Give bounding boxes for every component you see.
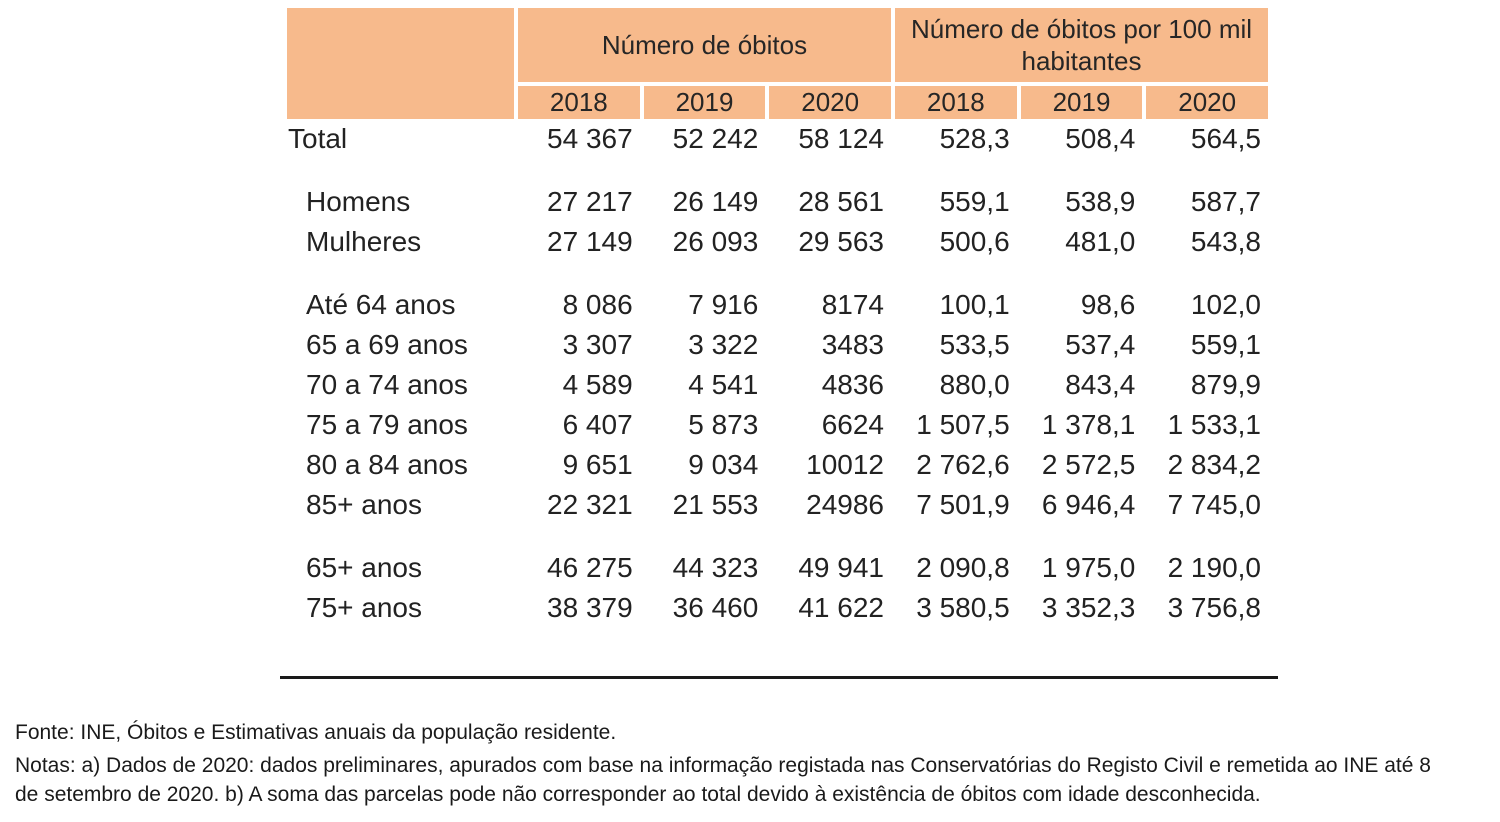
stub-cell	[287, 8, 514, 119]
value-cell: 8174	[765, 285, 891, 325]
value-cell: 58 124	[765, 119, 891, 159]
value-cell: 44 323	[640, 548, 766, 588]
value-cell: 9 034	[640, 445, 766, 485]
spacer-cell	[287, 262, 1268, 285]
value-cell: 2 762,6	[891, 445, 1017, 485]
value-cell: 3 322	[640, 325, 766, 365]
value-cell: 537,4	[1017, 325, 1143, 365]
value-cell: 49 941	[765, 548, 891, 588]
group-header-row	[287, 8, 1268, 82]
row-label: Homens	[287, 182, 514, 222]
table-row	[287, 222, 1268, 262]
year-header-taxa-2018: 2018	[891, 82, 1017, 119]
value-cell: 6 946,4	[1017, 485, 1143, 525]
column-group-numero-obitos: Número de óbitos	[514, 8, 891, 82]
value-cell: 2 572,5	[1017, 445, 1143, 485]
row-label: 80 a 84 anos	[287, 445, 514, 485]
value-cell: 587,7	[1142, 182, 1268, 222]
value-cell: 24986	[765, 485, 891, 525]
value-cell: 41 622	[765, 588, 891, 628]
obitos-table-container	[287, 8, 1268, 628]
value-cell: 481,0	[1017, 222, 1143, 262]
value-cell: 4 589	[514, 365, 640, 405]
value-cell: 2 190,0	[1142, 548, 1268, 588]
value-cell: 843,4	[1017, 365, 1143, 405]
year-header-taxa-2019: 2019	[1017, 82, 1143, 119]
table-header	[287, 8, 1268, 119]
spacer-cell	[287, 159, 1268, 182]
value-cell: 7 745,0	[1142, 485, 1268, 525]
value-cell: 6 407	[514, 405, 640, 445]
row-label: 65+ anos	[287, 548, 514, 588]
value-cell: 22 321	[514, 485, 640, 525]
value-cell: 5 873	[640, 405, 766, 445]
value-cell: 27 149	[514, 222, 640, 262]
table-row	[287, 285, 1268, 325]
value-cell: 2 834,2	[1142, 445, 1268, 485]
row-label: 70 a 74 anos	[287, 365, 514, 405]
value-cell: 102,0	[1142, 285, 1268, 325]
value-cell: 559,1	[891, 182, 1017, 222]
value-cell: 10012	[765, 445, 891, 485]
value-cell: 528,3	[891, 119, 1017, 159]
value-cell: 21 553	[640, 485, 766, 525]
value-cell: 9 651	[514, 445, 640, 485]
value-cell: 1 378,1	[1017, 405, 1143, 445]
value-cell: 3 580,5	[891, 588, 1017, 628]
value-cell: 26 149	[640, 182, 766, 222]
row-label: 75+ anos	[287, 588, 514, 628]
value-cell: 4 541	[640, 365, 766, 405]
table-row	[287, 325, 1268, 365]
row-label: 75 a 79 anos	[287, 405, 514, 445]
value-cell: 26 093	[640, 222, 766, 262]
value-cell: 3483	[765, 325, 891, 365]
row-label: 65 a 69 anos	[287, 325, 514, 365]
value-cell: 543,8	[1142, 222, 1268, 262]
value-cell: 538,9	[1017, 182, 1143, 222]
spacer-cell	[287, 525, 1268, 548]
year-header-taxa-2020: 2020	[1142, 82, 1268, 119]
source-note: Fonte: INE, Óbitos e Estimativas anuais da população residente.	[15, 721, 617, 744]
table-row	[287, 548, 1268, 588]
value-cell: 100,1	[891, 285, 1017, 325]
value-cell: 27 217	[514, 182, 640, 222]
value-cell: 880,0	[891, 365, 1017, 405]
value-cell: 7 916	[640, 285, 766, 325]
value-cell: 54 367	[514, 119, 640, 159]
year-header-obitos-2018: 2018	[514, 82, 640, 119]
year-header-obitos-2020: 2020	[765, 82, 891, 119]
value-cell: 98,6	[1017, 285, 1143, 325]
value-cell: 1 975,0	[1017, 548, 1143, 588]
value-cell: 3 756,8	[1142, 588, 1268, 628]
value-cell: 6624	[765, 405, 891, 445]
value-cell: 508,4	[1017, 119, 1143, 159]
value-cell: 1 507,5	[891, 405, 1017, 445]
value-cell: 1 533,1	[1142, 405, 1268, 445]
table-row	[287, 445, 1268, 485]
table-row	[287, 365, 1268, 405]
table-row	[287, 485, 1268, 525]
value-cell: 46 275	[514, 548, 640, 588]
column-group-obitos-por-100mil: Número de óbitos por 100 mil habitantes	[891, 8, 1268, 82]
value-cell: 533,5	[891, 325, 1017, 365]
value-cell: 38 379	[514, 588, 640, 628]
table-row	[287, 182, 1268, 222]
table-row	[287, 405, 1268, 445]
value-cell: 29 563	[765, 222, 891, 262]
value-cell: 28 561	[765, 182, 891, 222]
row-label: 85+ anos	[287, 485, 514, 525]
value-cell: 564,5	[1142, 119, 1268, 159]
obitos-table	[287, 8, 1268, 628]
footer-notes	[15, 718, 1447, 809]
spacer-row	[287, 525, 1268, 548]
footnotes: Notas: a) Dados de 2020: dados preliminares, apurados com base na informação registada nas Conservatórias do Registo Civil e remetida ao INE até 8 de setembro de 2020. b) A soma das parcelas pode não corresponder ao total devido à existência de óbitos com idade desconhecida.	[15, 754, 1431, 806]
table-bottom-rule	[280, 676, 1278, 679]
spacer-row	[287, 159, 1268, 182]
value-cell: 2 090,8	[891, 548, 1017, 588]
row-label: Mulheres	[287, 222, 514, 262]
table-body	[287, 119, 1268, 628]
spacer-row	[287, 262, 1268, 285]
value-cell: 7 501,9	[891, 485, 1017, 525]
value-cell: 3 352,3	[1017, 588, 1143, 628]
value-cell: 500,6	[891, 222, 1017, 262]
value-cell: 559,1	[1142, 325, 1268, 365]
value-cell: 4836	[765, 365, 891, 405]
value-cell: 8 086	[514, 285, 640, 325]
value-cell: 879,9	[1142, 365, 1268, 405]
table-row	[287, 588, 1268, 628]
value-cell: 36 460	[640, 588, 766, 628]
table-row	[287, 119, 1268, 159]
row-label: Até 64 anos	[287, 285, 514, 325]
value-cell: 52 242	[640, 119, 766, 159]
year-header-obitos-2019: 2019	[640, 82, 766, 119]
row-label: Total	[287, 119, 514, 159]
value-cell: 3 307	[514, 325, 640, 365]
